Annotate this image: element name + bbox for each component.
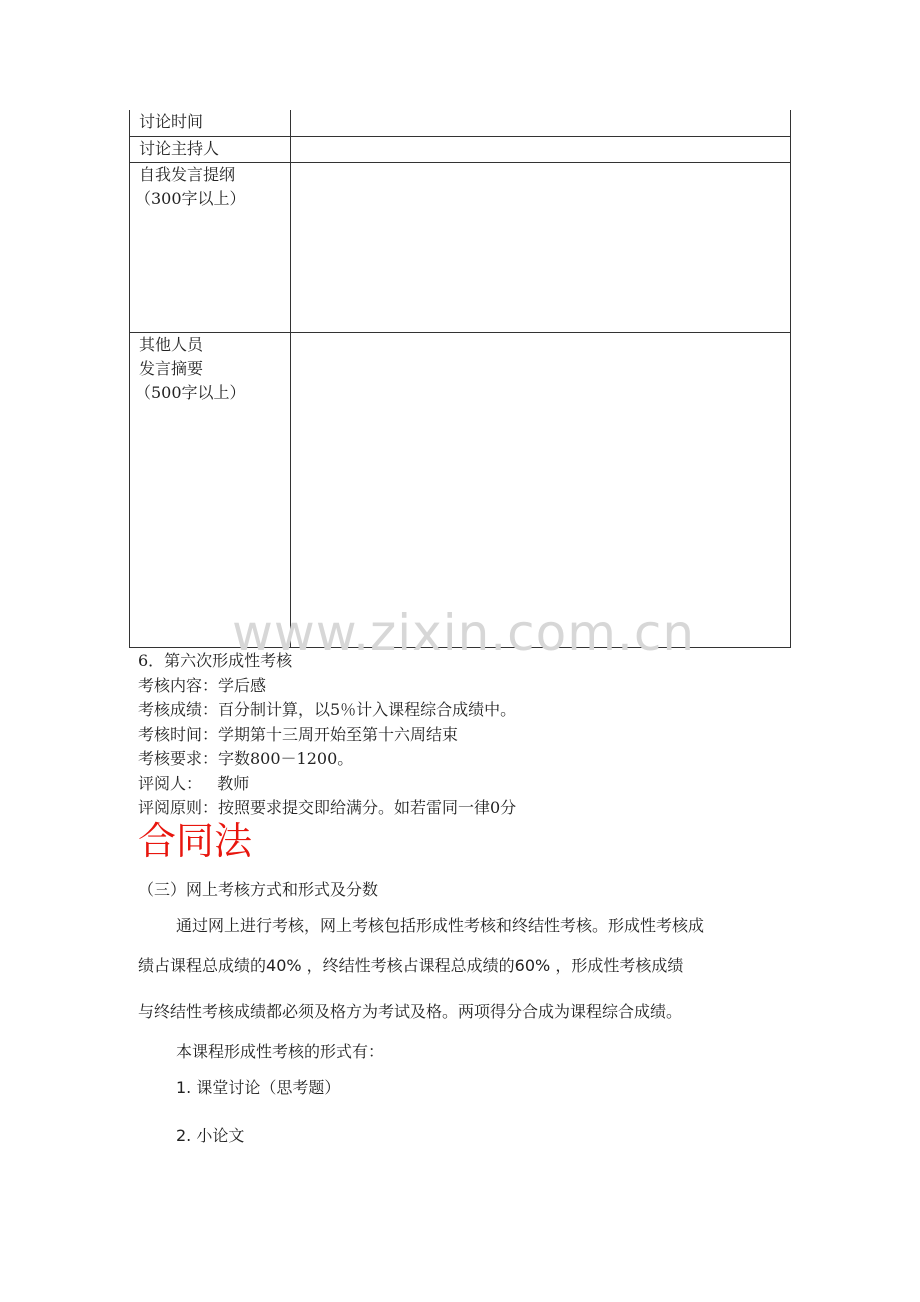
- label-text: 自我发言提纲: [139, 164, 236, 184]
- label-text: 讨论时间: [139, 112, 204, 131]
- label-cell: [130, 162, 291, 332]
- table-row-discussion-host: [130, 136, 791, 162]
- table-row-discussion-time: [130, 110, 791, 136]
- assessment-line: 考核成绩：百分制计算，以5％计入课程综合成绩中。: [138, 700, 517, 719]
- assessment-line: 考核时间：学期第十三周开始至第十六周结束: [138, 724, 459, 744]
- table-row-others-summary: [130, 332, 791, 647]
- paragraph-text: ，形成性考核成绩: [550, 956, 684, 975]
- assessment-heading: 6．第六次形成性考核: [138, 651, 293, 670]
- paragraph-text: 绩占课程总成绩的: [138, 956, 267, 975]
- assessment-line: 评阅人： 教师: [138, 773, 250, 793]
- section-title: 合同法: [138, 819, 253, 863]
- label-cell: [130, 332, 291, 647]
- percentage-value: 40%: [266, 956, 302, 975]
- label-text: （300字以上）: [135, 188, 246, 208]
- assessment-line: 考核内容：学后感: [138, 675, 267, 695]
- assessment-line: 评阅原则：按照要求提交即给满分。如若雷同一律0分: [138, 798, 517, 817]
- label-text: （500字以上）: [135, 382, 246, 402]
- list-item-number: 2.: [176, 1126, 192, 1145]
- assessment-line: 考核要求：字数800－1200。: [138, 749, 354, 768]
- forms-intro: 本课程形成性考核的形式有：: [176, 1042, 385, 1061]
- value-cell-self-outline[interactable]: [291, 162, 791, 332]
- watermark-text: www.zixin.com.cn: [232, 604, 696, 662]
- assessment-block: [138, 649, 516, 821]
- label-cell: [130, 136, 291, 162]
- list-item-text: 课堂讨论（思考题）: [196, 1078, 341, 1097]
- list-item: [176, 1124, 244, 1148]
- value-cell-discussion-host[interactable]: [291, 136, 791, 162]
- discussion-record-table: [129, 110, 791, 648]
- label-text: 其他人员: [139, 334, 204, 354]
- table-row-self-outline: [130, 162, 791, 332]
- value-cell-others-summary[interactable]: [291, 332, 791, 647]
- paragraph-text: ，终结性考核占课程总成绩的: [301, 956, 515, 975]
- paragraph-line: 与终结性考核成绩都必须及格方为考试及格。两项得分合成为课程综合成绩。: [138, 1002, 683, 1021]
- label-text: 讨论主持人: [139, 138, 220, 158]
- section-subtitle: （三）网上考核方式和形式及分数: [138, 880, 379, 899]
- list-item-text: 小论文: [196, 1126, 245, 1145]
- list-item: [176, 1076, 340, 1100]
- label-text: 发言摘要: [139, 358, 204, 378]
- value-cell-discussion-time[interactable]: [291, 110, 791, 136]
- paragraph-line: 通过网上进行考核，网上考核包括形成性考核和终结性考核。形成性考核成: [176, 916, 705, 935]
- percentage-value: 60%: [514, 956, 551, 975]
- paragraph-line: [138, 954, 683, 978]
- label-cell: [130, 110, 291, 136]
- list-item-number: 1.: [176, 1078, 192, 1097]
